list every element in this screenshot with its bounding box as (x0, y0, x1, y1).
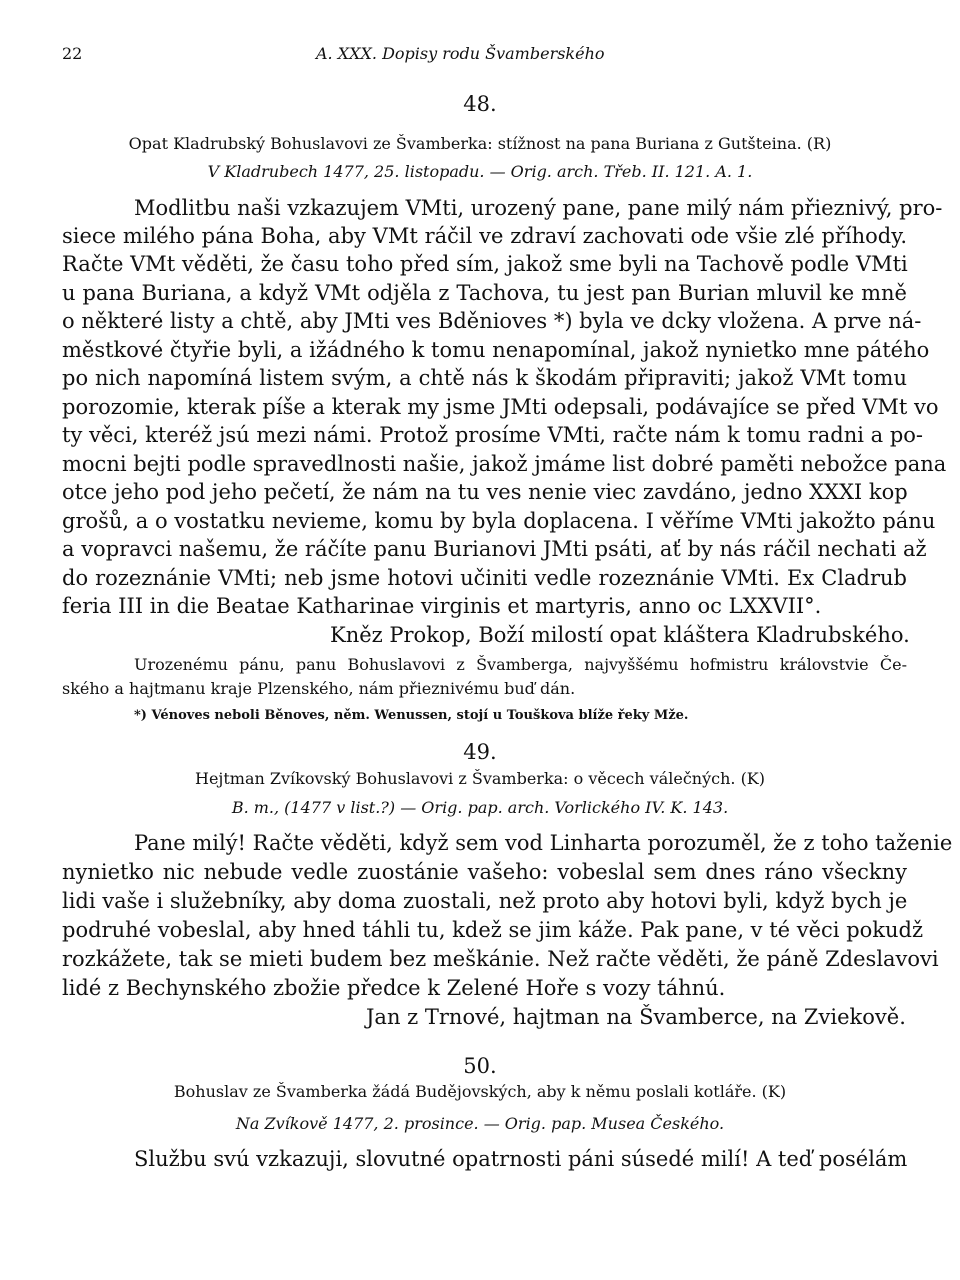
letter-49-signature: Jan z Trnové, hajtman na Švamberce, na Zviekově. (366, 1005, 906, 1029)
body-line: rozkážete, tak se mieti budem bez meškánie. Než račte věděti, že páně Zdeslavovi (62, 947, 939, 971)
body-line: grošů, a o vostatku nevieme, komu by byla doplacena. I věříme VMti jakožto pánu (62, 509, 936, 533)
body-line: nynietko nic nebude vedle zuostánie vašeho: vobeslal sem dnes ráno všeckny (62, 860, 907, 884)
body-line: porozomie, kterak píše a kterak my jsme JMti odepsali, podávajíce se před VMt vo (62, 395, 939, 419)
letter-48-summary: Opat Kladrubský Bohuslavovi ze Švamberka: stížnost na pana Buriana z Gutšteina. (R) (128, 134, 832, 153)
body-line: lidé z Bechynského zbožie předce k Zelené Hoře s vozy táhnú. (62, 976, 726, 1000)
body-line: otce jeho pod jeho pečetí, že nám na tu ves nenie viec zavdáno, jedno XXXI kop (62, 480, 908, 504)
body-line: Modlitbu naši vzkazujem VMti, urozený pane, pane milý nám přieznivý, pro- (134, 196, 943, 220)
page-number: 22 (62, 44, 83, 63)
letter-49-summary: Hejtman Zvíkovský Bohuslavovi z Švamberka: o věcech válečných. (K) (194, 769, 765, 788)
body-line: Pane milý! Račte věděti, když sem vod Linharta porozuměl, že z toho taženie (134, 831, 953, 855)
letter-48-address-line: Urozenému pánu, panu Bohuslavovi z Švamberga, najvyššému hofmistru královstvie Če- (134, 655, 907, 674)
footnote: *) Vénoves neboli Běnoves, něm. Wenussen, stojí u Touškova blíže řeky Mže. (134, 708, 689, 723)
body-line: ty věci, kteréž jsú mezi námi. Protož prosíme VMti, račte nám k tomu radni a po- (62, 423, 924, 447)
letter-48-address-line: ského a hajtmanu kraje Plzenského, nám přieznivému buď dán. (62, 679, 576, 698)
body-line: u pana Buriana, a když VMt odjěla z Tachova, tu jest pan Burian mluvil ke mně (62, 281, 907, 305)
body-line: siece milého pána Boha, aby VMt ráčil ve zdraví zachovati ode všie zlé příhody. (62, 224, 907, 248)
body-line: a vopravci našemu, že ráčíte panu Burianovi JMti psáti, ať by nás ráčil nechati až (62, 537, 927, 561)
body-line: lidi vaše i služebníky, aby doma zuostali, než proto aby hotovi byli, když bych je (62, 889, 908, 913)
letter-49-source: B. m., (1477 v list.?) — Orig. pap. arch. Vorlického IV. K. 143. (231, 798, 729, 817)
body-line: o některé listy a chtě, aby JMti ves Bděnioves *) byla ve dcky vložena. A prve ná- (62, 309, 922, 333)
letter-50-source: Na Zvíkově 1477, 2. prosince. — Orig. pap. Musea Českého. (235, 1114, 725, 1133)
letter-48-number: 48. (463, 92, 497, 116)
letter-49-number: 49. (463, 740, 497, 764)
body-line: Službu svú vzkazuji, slovutné opatrnosti páni súsedé milí! A teď posélám (134, 1147, 908, 1171)
letter-48-source: V Kladrubech 1477, 25. listopadu. — Orig. arch. Třeb. II. 121. A. 1. (207, 162, 753, 181)
letter-48-signature: Kněz Prokop, Boží milostí opat kláštera Kladrubského. (330, 623, 910, 647)
body-line: městkové čtyřie byli, a ižádného k tomu nenapomínal, jakož nynietko mne pátého (62, 338, 930, 362)
letter-50-summary: Bohuslav ze Švamberka žádá Budějovských, aby k němu poslali kotláře. (K) (173, 1082, 787, 1101)
body-line: feria III in die Beatae Katharinae virginis et martyris, anno oc LXXVII°. (62, 594, 822, 618)
body-line: do rozeznánie VMti; neb jsme hotovi učiniti vedle rozeznánie VMti. Ex Cladrub (62, 566, 907, 590)
body-line: podruhé vobeslal, aby hned táhli tu, kdež se jim káže. Pak pane, v té věci pokudž (62, 918, 924, 942)
body-line: po nich napomíná listem svým, a chtě nás k škodám připraviti; jakož VMt tomu (62, 366, 907, 390)
letter-50-number: 50. (463, 1054, 497, 1078)
body-line: Račte VMt věděti, že času toho před sím, jakož sme byli na Tachově podle VMti (62, 252, 908, 276)
running-title: A. XXX. Dopisy rodu Švamberského (316, 44, 605, 63)
body-line: mocni bejti podle spravedlnosti našie, jakož jmáme list dobré paměti nebožce pana (62, 452, 947, 476)
